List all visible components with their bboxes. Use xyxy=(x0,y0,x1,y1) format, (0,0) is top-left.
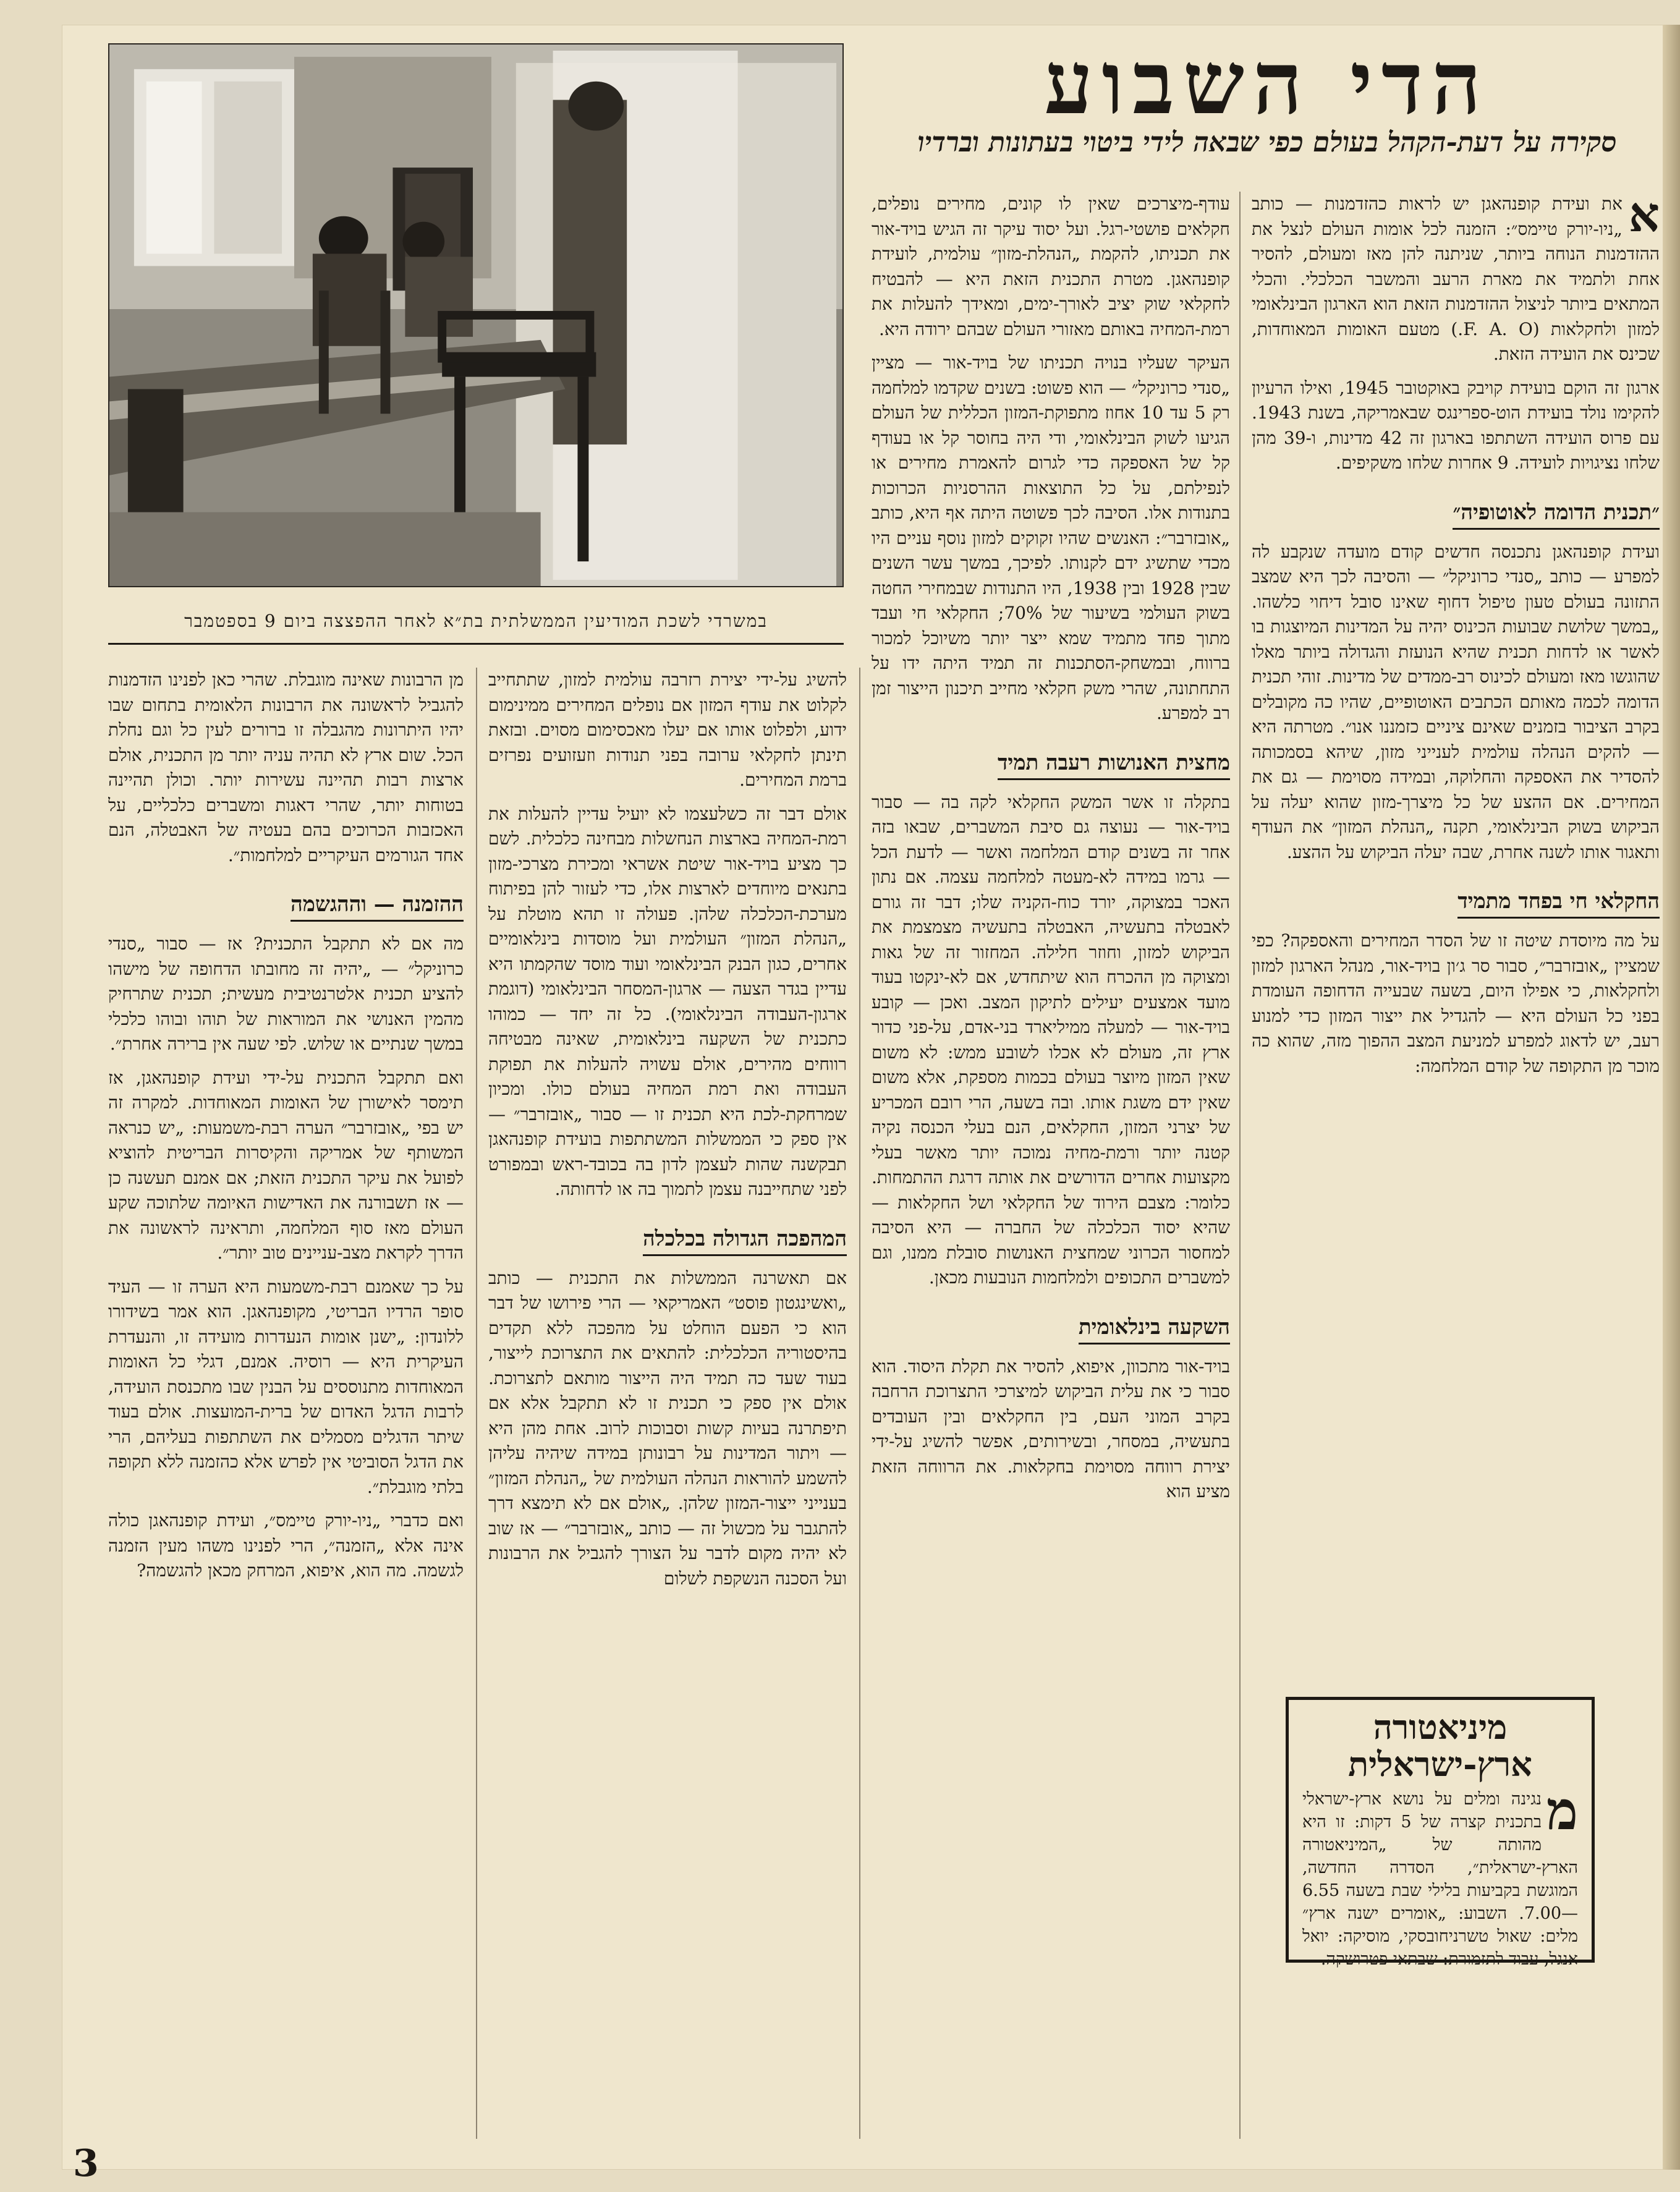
column-3 xyxy=(488,668,847,2139)
page-title: הדי השבוע xyxy=(1044,33,1490,134)
column-1 xyxy=(1252,192,1660,1694)
col2-paragraph-1: עודף-מיצרכים שאין לו קונים, מחירים נופלים, חקלאים פושטי-רגל. ועל יסוד עיקר זה הגיש בויד-אור את תכניתו, להקמת „הנהלת-מזון״ עולמית, לועידת קופנהאגן. מטרת התכנית הזאת היא — להבטיח לחקלאי שוק יציב לאורך-ימים, ומאידך להעלות את רמת-המחיה באותם מאזורי העולם שבהם ירודה היא. xyxy=(872,193,1230,339)
caption-divider xyxy=(108,643,844,645)
office-photo xyxy=(108,43,844,587)
box-dropcap: מ xyxy=(1546,1780,1578,1842)
col1-paragraph-3: ועידת קופנהאגן נתכנסה חדשים קודם מועדה שנקבע לה למפרע — כותב „סנדי כרוניקל״ — והסיבה לכך היא שמצב התזונה בעולם טעון טיפול דחוף שאינו סובל דיחוי כלשהו. „במשך שלושת שבועות הכינוס יהיה על המדינות המיוצגות בו לאשר או לדחות תכנית שהיא הנועזת והגדולה ביותר מאלו שהוגשו מאז ומעולם לכינוס רב-ממדים של מדינות. זוהי תכנית הדומה לכמה מאותם הכתבים האוטופיים, שהיו כה מקובלים בקרב הציבור בזמנים שאינם ציניים כזמננו אנו״. מטרתה היא — להקים הנהלה עולמית לענייני מזון, שיהא בסמכותה להסדיר את האספקה והחלוקה, ובמידה מסוימת — גם את המחירים. אם ההצע של כל מיצרך-מזון שהוא יעלה על הביקוש בשוק הבינלאומי, תקנה „הנהלת המזון״ את העודף ותאגור אותו לשנה אחרת, שבה יעלה הביקוש על ההצע. xyxy=(1252,541,1660,862)
box-body-text: נגינה ומלים על נושא ארץ-ישראלי בתכנית קצרה של 5 דקות: זו היא מהותה של „המיניאטורה הארץ-ישראלית״, הסדרה החדשה, המוגשת בקביעות בלילי שבת בשעה 6.55—7.00. השבוע: „אומרים ישנה ארץ״ מלים: שאול טשרניחובסקי, מוסיקה: יואל אנגל, עבוד לתזמורת: שבתאי פטרושקה. xyxy=(1302,1790,1578,1969)
col4-paragraph-1: מן הרבונות שאינה מוגבלת. שהרי כאן לפנינו הזדמנות להגביל לראשונה את הרבונות הלאומית בתחום שבו יהיו היתרונות מהגבלה זו ברורים לעין כל וגם נחלת הכל. שום ארץ לא תהיה עניה יותר מן התכנית, אולם ארצות רבות תהיינה עשירות יותר. וכולן תהיינה בטוחות יותר, שהרי דאגות ומשברים כלכליים, על האכזבות הכרוכים בהם בעטיה של האבטלה, הנם אחד הגורמים העיקריים למלחמות״. xyxy=(108,669,464,865)
column-divider xyxy=(859,668,860,2139)
column-2 xyxy=(872,192,1230,2139)
col3-paragraph-3: אם תאשרנה הממשלות את התכנית — כותב „ואשינגטון פוסט״ האמריקאי — הרי פירושו של דבר הוא כי הפעם הוחלט על מהפכה ללא תקדים בהיסטוריה הכלכלית: להתאים את התצרוכת לייצור, בעוד שעד כה תמיד היה הייצור מותאם לתצרוכת. אולם אין ספק כי תכנית זו לא תתקבל אלא אם תיפתרנה בעיות קשות וסבוכות לרוב. אחת מהן היא — ויתור המדינות על רבונותן במידה שיהיה עליהן להשמע להוראות הנהלה העולמית של „הנהלת המזון״ בענייני ייצור-המזון שלהן. „אולם אם לא תימצא דרך להתגבר על מכשול זה — כותב „אובזרבר״ — אז שוב לא יהיה מקום לדבר על הצורך להגביל את הרבונות ועל הסכנה הנשקפת לשלום xyxy=(488,1267,847,1589)
dropcap-letter: א xyxy=(1628,192,1660,243)
column-divider xyxy=(1239,192,1241,2139)
col2-paragraph-4: בויד-אור מתכוון, איפוא, להסיר את תקלת היסוד. הוא סבור כי את עלית הביקוש למיצרכי התצרוכת הרחבה בקרב המוני העם, בין החקלאים ובין העובדים בתעשיה, במסחר, ובשירותים, אפשר להשיג על-ידי יצירת רווחה מסוימת בחקלאות. את הרווחה הזאת מציע הוא xyxy=(872,1356,1230,1502)
section-heading-utopia: ״תכנית הדומה לאוטופיה״ xyxy=(1453,498,1660,530)
col3-paragraph-2: אולם דבר זה כשלעצמו לא יועיל עדיין להעלות את רמת-המחיה בארצות הנחשלות מבחינה כלכלית. לשם כך מציע בויד-אור שיטת אשראי ומכירת מצרכי-מזון בתנאים מיוחדים לארצות אלו, כדי לעזור להן בפיתוח מערכת-הכלכלה שלהן. פעולה זו תהא מוטלת על „הנהלת המזון״ העולמית ועל מוסדות בינלאומיים אחרים, כגון הבנק הבינלאומי ועוד מוסד שהקמתו היא עדיין בגדר הצעה — ארגון-המסחר הבינלאומי (דוגמת ארגון-העבודה הבינלאומי). כל זה יחד — כמוהו כתכנית של השקעה בינלאומית, שאינה מבטיחה רווחים מהירים, אולם עשויה להעלות את תפוקת העבודה ואת רמת המחיה בעולם כולו. ומכיון שמרחקת-לכת היא תכנית זו — סבור „אובזרבר״ — אין ספק כי הממשלות המשתתפות בועידת קופנהאגן תבקשנה שהות לעצמן לדון בה בכובד-ראש ובמפורט לפני שתחייבנה עצמן לתמוך בה או לדחותה. xyxy=(488,803,847,1199)
col1-paragraph-2: ארגון זה הוקם בועידת קויבק באוקטובר 1945, ואילו הרעיון להקימו נולד בועידת הוט-ספרינגס שבאמריקה, בשנת 1943. עם פרוס הועידה השתתפו בארגון זה 42 מדינות, ו-39 מהן שלחו נציגויות לועידה. 9 אחרות שלחו משקיפים. xyxy=(1252,377,1660,473)
col2-paragraph-2: העיקר שעליו בנויה תכניתו של בויד-אור — מציין „סנדי כרוניקל״ — הוא פשוט: בשנים שקדמו למלחמה רק 5 עד 10 אחוז מתפוקת-המזון הכללית של העולם הגיעו לשוק הבינלאומי, ודי היה בחוסר קל או בעודף קל של האספקה כדי לגרום להאמרת מחירים או לנפילתם, על כל התוצאות ההרסניות הכרוכות בתנודות אלו. הסיבה לכך פשוטה היתה אף היא, כותב „אובזרבר״: האנשים שהיו זקוקים למזון נוסף עניים היו מכדי שתשיג ידם לקנותו. לפיכך, במשך עשר השנים שבין 1928 ובין 1938, היו התנודות שבמחירי החטה בשוק העולמי בשיעור של 70%; החקלאי חי ועבד מתוך פחד מתמיד שמא ייצר יותר משיוכל למכור ברווח, ובמשחק-הסתכנות זה תמיד היתה ידו על התחתונה, שהרי משק חקלאי מחייב תיכנון הייצור זמן רב למפרע. xyxy=(872,352,1230,723)
masthead xyxy=(865,33,1669,182)
section-heading-farmer-fear: החקלאי חי בפחד מתמיד xyxy=(1457,887,1660,919)
page-subtitle: סקירה על דעת-הקהל בעולם כפי שבאה לידי ביטוי בעתונות וברדיו xyxy=(917,127,1617,158)
col4-paragraph-3: ואם תתקבל התכנית על-ידי ועידת קופנהאגן, אז תימסר לאישורן של האומות המאוחדות. למקרה זה יש בפי „אובזרבר״ הערה רבת-משמעות: „יש כנראה המשותף של אמריקה והקיסרות הבריטית להוציא לפועל את עיקר התכנית הזאת; אם אמנם תעשנה כן — אז תשבורנה את האדישות האיומה שלתוכה שקע העולם מאז סוף המלחמה, ותראינה לראשונה את הדרך לקראת מצב-עניינים טוב יותר״. xyxy=(108,1067,464,1263)
section-heading-revolution: המהפכה הגדולה בכלכלה xyxy=(643,1225,847,1256)
column-4 xyxy=(108,668,464,2139)
col3-paragraph-1: להשיג על-ידי יצירת רזרבה עולמית למזון, שתתחייב לקלוט את עודף המזון אם נופלים המחירים ממינימום ידוע, ולפלוט אותו אם יעלו מאכסימום מסוים. ובזאת תינתן לחקלאי ערובה בפני תנודות וזעזועים נפרזים ברמת המחירים. xyxy=(488,669,847,790)
section-heading-invitation: ההזמנה — וההגשמה xyxy=(291,890,464,922)
col4-paragraph-5: ואם כדברי „ניו-יורק טיימס״, ועידת קופנהאגן כולה אינה אלא „הזמנה״, הרי לפנינו משהו מעין הזמנה לגשמה. מה הוא, איפוא, המרחק מכאן להגשמה? xyxy=(108,1510,464,1581)
section-heading-hunger: מחצית האנושות רעבה תמיד xyxy=(998,749,1230,780)
col4-paragraph-2: מה אם לא תתקבל התכנית? אז — סבור „סנדי כרוניקל״ — „יהיה זה מחובתו הדחופה של מישהו להציע תכנית אלטרנטיבית מעשית; תכנית שתרחיק מהמין האנושי את המוראות של תוהו ובוהו כלכלי במשך שנתיים או שלוש. לפי שעה אין ברירה אחרת״. xyxy=(108,933,464,1054)
box-title-line-2: ארץ-ישראלית xyxy=(1348,1744,1532,1784)
page-number: 3 xyxy=(73,2142,99,2185)
col2-paragraph-3: בתקלה זו אשר המשק החקלאי לקה בה — סבור בויד-אור — נעוצה גם סיבת המשברים, שבאו בזה אחר זה בשנים קודם המלחמה ואשר — לדעת הכל — גרמו במידה לא-מעטה למלחמה עצמה. אם נתון האכר במצוקה, יורד כוח-הקניה שלו; דבר זה גורם לאבטלה בתעשיה, האבטלה בתעשיה מצמצמת את הביקוש למזון, וחוזר חלילה. המחזור זה של גאות ומצוקה מן ההכרח הוא שיתחדש, אם לא-ינקטו בעוד מועד אמצעים יעילים לתיקון המצב. ואכן — קובע בויד-אור — למעלה ממיליארד בני-אדם, על-פני כדור ארץ זה, מעולם לא אכלו לשובע ממש: לא משום שאין המזון מיוצר בעולם בכמות מספקת, אלא משום שאין ידם משגת אותו. ובה בשעה, הרי רובם המכריע של יצרני המזון, החקלאים, הנם בעלי הכנסה נקיה קטנה יותר ורמת-מחיה נמוכה יותר מאשר בעלי מקצועות אחרים הדורשים את אותה דרגת ההתמחות. כלומר: מצבם הירוד של החקלאי ושל החקלאות — שהיא יסוד הכלכלה של החברה — היא הסיבה למחסור הכרוני שמחצית האנושות סובלת ממנו, וגם למשברים התכופים ולמלחמות הנובעות מכאן. xyxy=(872,791,1230,1288)
photo-caption: במשרדי לשכת המודיעין הממשלתית בת״א לאחר ההפצצה ביום 9 בספטמבר xyxy=(184,611,768,631)
col4-paragraph-4: על כך שאמנם רבת-משמעות היא הערה זו — העיד סופר הרדיו הבריטי, מקופנהאגן. הוא אמר בשידורו ללונדון: „ישנן אומות הנעדרות מועידה זו, והנעדרת העיקרית היא — רוסיה. אמנם, דגלי כל האומות המאוחדות מתנוססים על הבנין שבו מתכנסת הועידה, לרבות הדגל האדום של ברית-המועצות. אולם בעוד שיתר הדגלים מסמלים את השתתפות בעליהם, הרי את הדגל הסוביטי אין לפרש אלא כהזמנה ללא תקופה בלתי מוגבלת״. xyxy=(108,1276,464,1497)
box-title-line-1: מיניאטורה xyxy=(1373,1707,1508,1747)
col1-paragraph-4: על מה מיוסדת שיטה זו של הסדר המחירים והאספקה? כפי שמציין „אובזרבר״, סבור סר ג׳ון בויד-אור, מנהל הארגון למזון ולחקלאות, כי אפילו היום, בשעה שבעייה הדחופה העומדת בפני כל העולם היא — להגדיל את ייצור המזון כדי למנוע רעב, יש לדאוג למפרע למניעת המצב ההפוך מזה, שהוא כה מוכר מן התקופה של קודם המלחמה: xyxy=(1252,930,1660,1076)
newspaper-page xyxy=(62,25,1680,2185)
page-edge-shadow xyxy=(1663,25,1680,2170)
section-heading-investment: השקעה בינלאומית xyxy=(1079,1313,1230,1345)
col1-paragraph-1: את ועידת קופנהאגן יש לראות כהזדמנות — כותב „ניו-יורק טיימס״: הזמנה לכל אומות העולם לנצל את ההזדמנות הנוחה ביותר, שניתנה להן מאז ומעולם, להסיר אחת ולתמיד את מארת הרעב והמשבר הכלכלי. והכלי המתאים ביותר לניצול ההזדמנות הזאת הוא הארגון הבינלאומי למזון ולחקלאות (F. A. O.) מטעם האומות המאוחדות, שכינס את הועידה הזאת. xyxy=(1252,193,1660,364)
column-divider xyxy=(476,668,477,2139)
miniature-announcement-box xyxy=(1286,1697,1595,1969)
